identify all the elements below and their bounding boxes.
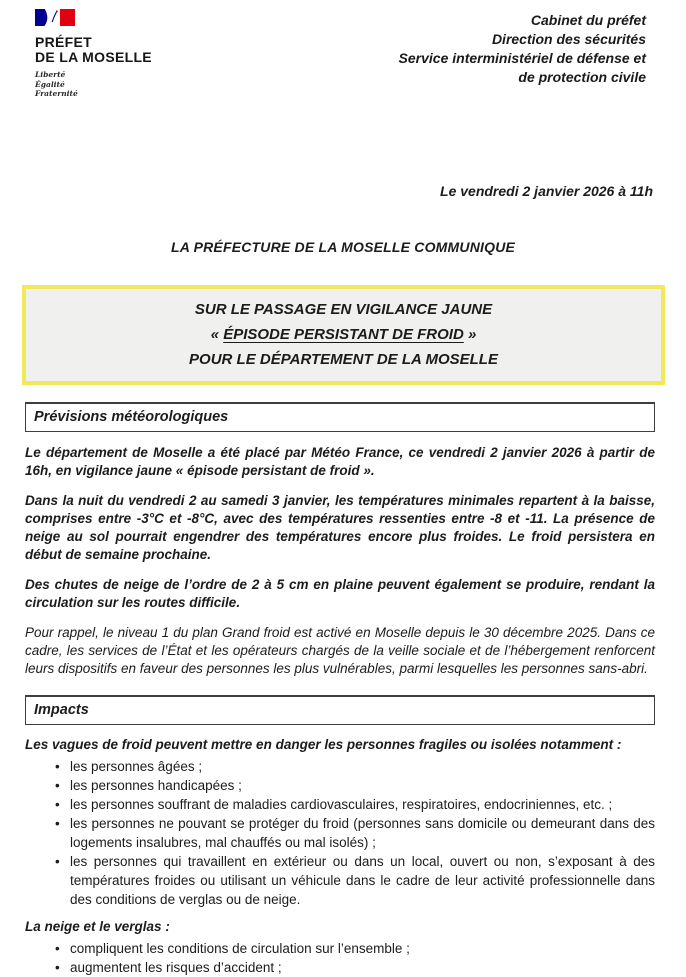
prefecture-logo [35, 8, 152, 99]
motto-egalite: Égalité [35, 79, 65, 89]
list-item: • les personnes handicapées ; [55, 776, 655, 795]
guillemet-close: » [463, 325, 477, 343]
paragraph: Pour rappel, le niveau 1 du plan Grand froid est activé en Moselle depuis le 30 décembre 2025. Dans ce cadre, les services de l’État et les opérateurs chargés de la veille sociale et de l’hébergement renforcent leurs dispositifs en faveur des personnes les plus vulnérables, parmi lesquelles les personnes sans-abri. [25, 624, 655, 676]
cold-risk-list [25, 757, 655, 909]
list-item: • les personnes âgées ; [55, 757, 655, 776]
logo-title-line2: DE LA MOSELLE [35, 49, 152, 65]
alert-title-line3: POUR LE DÉPARTEMENT DE LA MOSELLE [189, 350, 498, 368]
paragraph: Des chutes de neige de l’ordre de 2 à 5 cm en plaine peuvent également se produire, rendant la circulation sur les routes difficile. [25, 576, 655, 610]
office-line: de protection civile [518, 69, 646, 85]
alert-title-line1: SUR LE PASSAGE EN VIGILANCE JAUNE [194, 300, 493, 318]
motto-fraternite: Fraternité [35, 89, 78, 98]
alert-title-line2 [26, 322, 661, 347]
alert-title-box [22, 285, 665, 385]
logo-title-line1: PRÉFET [35, 34, 93, 50]
paragraph: Le département de Moselle a été placé par Météo France, ce vendredi 2 janvier 2026 à partir de 16h, en vigilance jaune « épisode persistant de froid ». [25, 444, 655, 478]
document-body [0, 402, 686, 977]
date-line: Le vendredi 2 janvier 2026 à 11h [440, 182, 653, 199]
communique-heading: LA PRÉFECTURE DE LA MOSELLE COMMUNIQUE [170, 238, 516, 255]
list-item: • les personnes ne pouvant se protéger du froid (personnes sans domicile ou demeurant dans des logements insalubres, mal chauffés ou mal isolés) ; [55, 814, 655, 852]
impacts-intro-cold: Les vagues de froid peuvent mettre en danger les personnes fragiles ou isolées notamment : [25, 736, 622, 752]
snow-risk-list [25, 939, 655, 977]
page-header [0, 0, 686, 99]
logo-motto [35, 70, 152, 99]
paragraph: Dans la nuit du vendredi 2 au samedi 3 janvier, les températures minimales repartent à la baisse, comprises entre -3°C et -8°C, avec des températures ressenties entre -8 et -11. La présence de neige au sol pourrait engendrer des températures encore plus froides. Le froid persistera en début de semaine prochaine. [25, 492, 655, 562]
impacts-intro-snow: La neige et le verglas : [25, 918, 170, 934]
alert-title-underlined: ÉPISODE PERSISTANT DE FROID [223, 325, 464, 343]
office-line: Cabinet du préfet [530, 12, 646, 28]
list-item: • les personnes souffrant de maladies cardiovasculaires, respiratoires, endocriniennes, etc. ; [55, 795, 655, 814]
issuing-office-block [399, 8, 646, 87]
list-item: • augmentent les risques d’accident ; [55, 958, 655, 977]
office-line: Direction des sécurités [491, 31, 646, 47]
motto-liberte: Liberté [35, 70, 66, 79]
guillemet-open: « [210, 325, 224, 343]
office-line: Service interministériel de défense et [398, 50, 646, 66]
list-item: • compliquent les conditions de circulation sur l’ensemble ; [55, 939, 655, 958]
french-flag-icon [35, 8, 152, 32]
section-heading-previsions: Prévisions météorologiques [25, 402, 655, 432]
list-item: • les personnes qui travaillent en extérieur ou dans un local, ouvert ou non, s’exposant à des températures froides ou utilisant un véhicule dans le cadre de leur activité professionnelle dans des conditions de verglas ou de neige. [55, 852, 655, 909]
section-heading-impacts: Impacts [25, 695, 655, 725]
